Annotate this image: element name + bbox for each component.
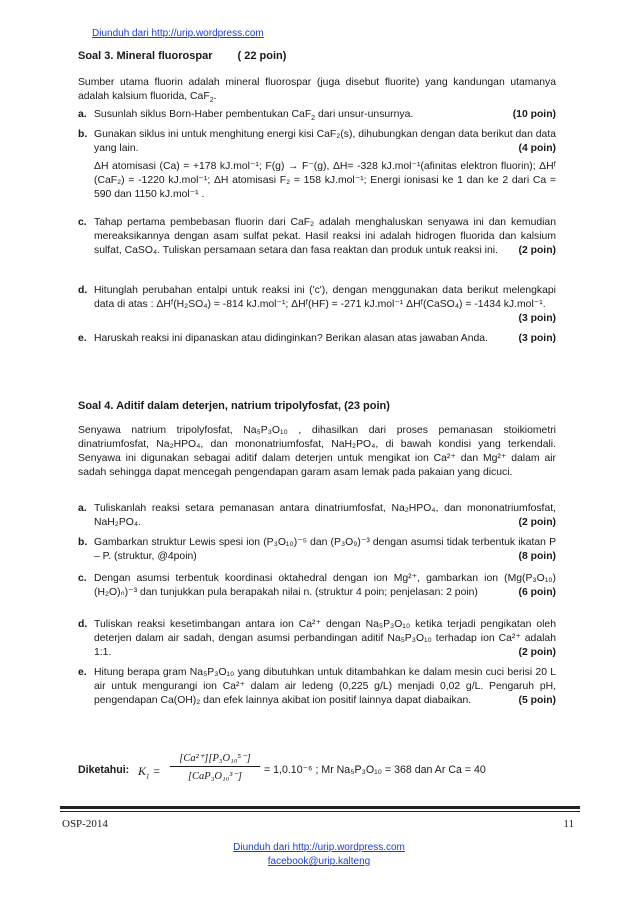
question-text: Hitunglah perubahan entalpi untuk reaksi ini ('c'), dengan menggunakan data berikut melengkapi data di atas : ΔHᶠ(H₂SO₄) = -814 kJ.mol⁻¹; ΔHᶠ(HF) = -271 kJ.mol⁻¹ ΔHᶠ(CaSO₄) = -1434 kJ.mol⁻¹. (94, 285, 556, 310)
question-text: Haruskah reaksi ini dipanaskan atau didinginkan? Berikan alasan atas jawaban Anda. (94, 333, 488, 344)
question-points: (8 poin) (518, 551, 556, 562)
footer-page-number: 11 (563, 818, 574, 830)
soal3-question-b (78, 128, 556, 202)
question-sub: 2 (311, 115, 316, 123)
soal3-points: ( 22 poin) (237, 50, 287, 62)
soal3-heading (78, 50, 286, 62)
question-label: a. (78, 503, 87, 514)
top-source-link[interactable]: Diunduh dari http://urip.wordpress.com (92, 28, 264, 39)
question-text: Susunlah siklus Born-Haber pembentukan CaF (94, 109, 312, 120)
question-points: (2 poin) (518, 517, 556, 528)
question-label: c. (78, 217, 87, 228)
given-label: Diketahui: (78, 764, 130, 776)
question-text: Gunakan siklus ini untuk menghitung energi kisi CaF₂(s), dihubungkan dengan data berikut dan data yang lain. (94, 129, 556, 154)
question-points: (4 poin) (518, 143, 556, 154)
soal4-heading: Soal 4. Aditif dalam deterjen, natrium tripolyfosfat, (23 poin) (78, 400, 390, 412)
question-label: c. (78, 573, 87, 584)
soal3-intro-text: Sumber utama fluorin adalah mineral fluorospar (juga disebut fluorite) yang kandungan utamanya adalah kalsium fluorida, CaF (78, 77, 556, 102)
question-text: Tuliskanlah reaksi setara pemanasan antara dinatriumfosfat, Na₂HPO₄, dan mononatriumfosfat, NaH₂PO₄. (94, 503, 556, 528)
question-label: d. (78, 285, 88, 296)
given-equation (78, 752, 558, 792)
footer-rule-thin (60, 811, 580, 812)
question-text: Tahap pertama pembebasan fluorin dari CaF₂ adalah menghaluskan senyawa ini dan kemudian mereaksikannya dengan asam sulfat pekat. Hasil reaksi ini adalah hidrogen fluorida dan kalsium sulfat, CaSO₄. Tuliskan persamaan setara dan fasa reaktan dan produk untuk reaksi ini. (94, 217, 556, 256)
numerator-calcium: [Ca²⁺] (179, 753, 209, 764)
question-points: (2 poin) (518, 245, 556, 256)
soal3-question-a (78, 108, 556, 122)
soal3-intro-sub: 2 (209, 97, 214, 105)
question-data: ΔH atomisasi (Ca) = +178 kJ.mol⁻¹; F(g) → F⁻(g), ΔH= -328 kJ.mol⁻¹(afinitas elektron fluorin); ΔHᶠ (CaF₂) = -1220 kJ.mol⁻¹; ΔH atomisasi F₂ = 158 kJ.mol⁻¹; Energi ionisasi ke 1 dan ke 2 dari Ca = 590 dan 1150 kJ.mol⁻¹ . (94, 161, 556, 200)
soal3-title: Soal 3. Mineral fluorospar (78, 50, 213, 62)
question-text: Hitung berapa gram Na₅P₃O₁₀ yang dibutuhkan untuk ditambahkan ke dalam mesin cuci berisi 20 L air untuk mengurangi ion Ca²⁺ dalam air ledeng (0,225 g/L) menjadi 0,02 g/L. Pengaruh pH, pengendapan Ca(OH)₂ dan efek lainnya akibat ion positif lainnya dapat diabaikan. (94, 667, 556, 706)
question-text: Tuliskan reaksi kesetimbangan antara ion Ca²⁺ dengan Na₅P₃O₁₀ ketika terjadi pengikatan oleh deterjen dalam air sadah, dengan asumsi perbandingan aditif Na₅P₃O₁₀ terhadap ion Ca²⁺ adalah 1:1. (94, 619, 556, 658)
question-points: (3 poin) (518, 333, 556, 344)
question-points: (2 poin) (518, 647, 556, 658)
soal4-intro: Senyawa natrium tripolyfosfat, Na₅P₃O₁₀ , dihasilkan dari proses pemanasan stoikiometri dinatriumfosfat, Na₂HPO₄, dan mononatriumfosfat, NaH₂PO₄, di bawah kondisi yang terkendali. Senyawa ini digunakan sebagai aditif dalam deterjen untuk mengikat ion Ca²⁺ dan Mg²⁺ dalam air sadah sehingga dapat mencegah pengendapan garam asam lemak pada pakaian yang dicuci. (78, 425, 556, 478)
question-text-2: dari unsur-unsurnya. (315, 109, 414, 120)
k-sub: 1 (146, 772, 150, 781)
question-text: Dengan asumsi terbentuk koordinasi oktahedral dengan ion Mg²⁺, gambarkan ion (Mg(P₃O₁₀)(H₂O)ₙ)⁻³ dan tunjukkan pula berapakah nilai n. (struktur 4 poin; penjelasan: 2 poin) (94, 573, 556, 598)
question-points: (3 poin) (518, 313, 556, 324)
soal3-question-d (78, 284, 556, 326)
question-text: Gambarkan struktur Lewis spesi ion (P₃O₁₀)⁻⁵ dan (P₃O₉)⁻³ dengan asumsi tidak terbentuk ikatan P – P. (struktur, @4poin) (94, 537, 556, 562)
bottom-source-link[interactable]: Diunduh dari http://urip.wordpress.com (233, 842, 405, 853)
footer-exam-code: OSP-2014 (62, 818, 108, 830)
question-label: b. (78, 129, 88, 140)
k-letter: K (138, 764, 147, 778)
fraction-denominator: [CaP₃O₁₀³⁻] (187, 771, 243, 782)
footer-rule (60, 806, 580, 809)
question-label: d. (78, 619, 88, 630)
question-label: e. (78, 667, 87, 678)
bottom-facebook-link[interactable]: facebook@urip.kalteng (267, 856, 371, 867)
given-values: = 1,0.10⁻⁶ ; Mr Na₅P₃O₁₀ = 368 dan Ar Ca = 40 (264, 764, 486, 776)
soal4-question-c (78, 572, 556, 600)
soal4-question-d (78, 618, 556, 660)
soal4-question-b (78, 536, 556, 564)
soal4-question-a (78, 502, 556, 530)
soal3-question-e (78, 332, 556, 346)
soal3-intro: Sumber utama fluorin adalah mineral fluorospar (juga disebut fluorite) yang kandungan utamanya adalah kalsium fluorida, CaF$_2$. (78, 77, 556, 105)
question-points: (10 poin) (512, 109, 556, 120)
bottom-source-link-wrap (0, 842, 638, 853)
equation-fraction (170, 752, 260, 782)
k1-symbol: $K_1$ = (138, 764, 161, 781)
question-points: (6 poin) (518, 587, 556, 598)
question-label: b. (78, 537, 88, 548)
question-label: a. (78, 109, 87, 120)
bottom-facebook-link-wrap (0, 856, 638, 867)
question-label: e. (78, 333, 87, 344)
numerator-phosphate: [P₃O₁₀⁵⁻] (208, 753, 251, 764)
fraction-numerator (170, 752, 260, 767)
soal3-question-c (78, 216, 556, 258)
soal4-question-e (78, 666, 556, 708)
question-points: (5 poin) (518, 695, 556, 706)
